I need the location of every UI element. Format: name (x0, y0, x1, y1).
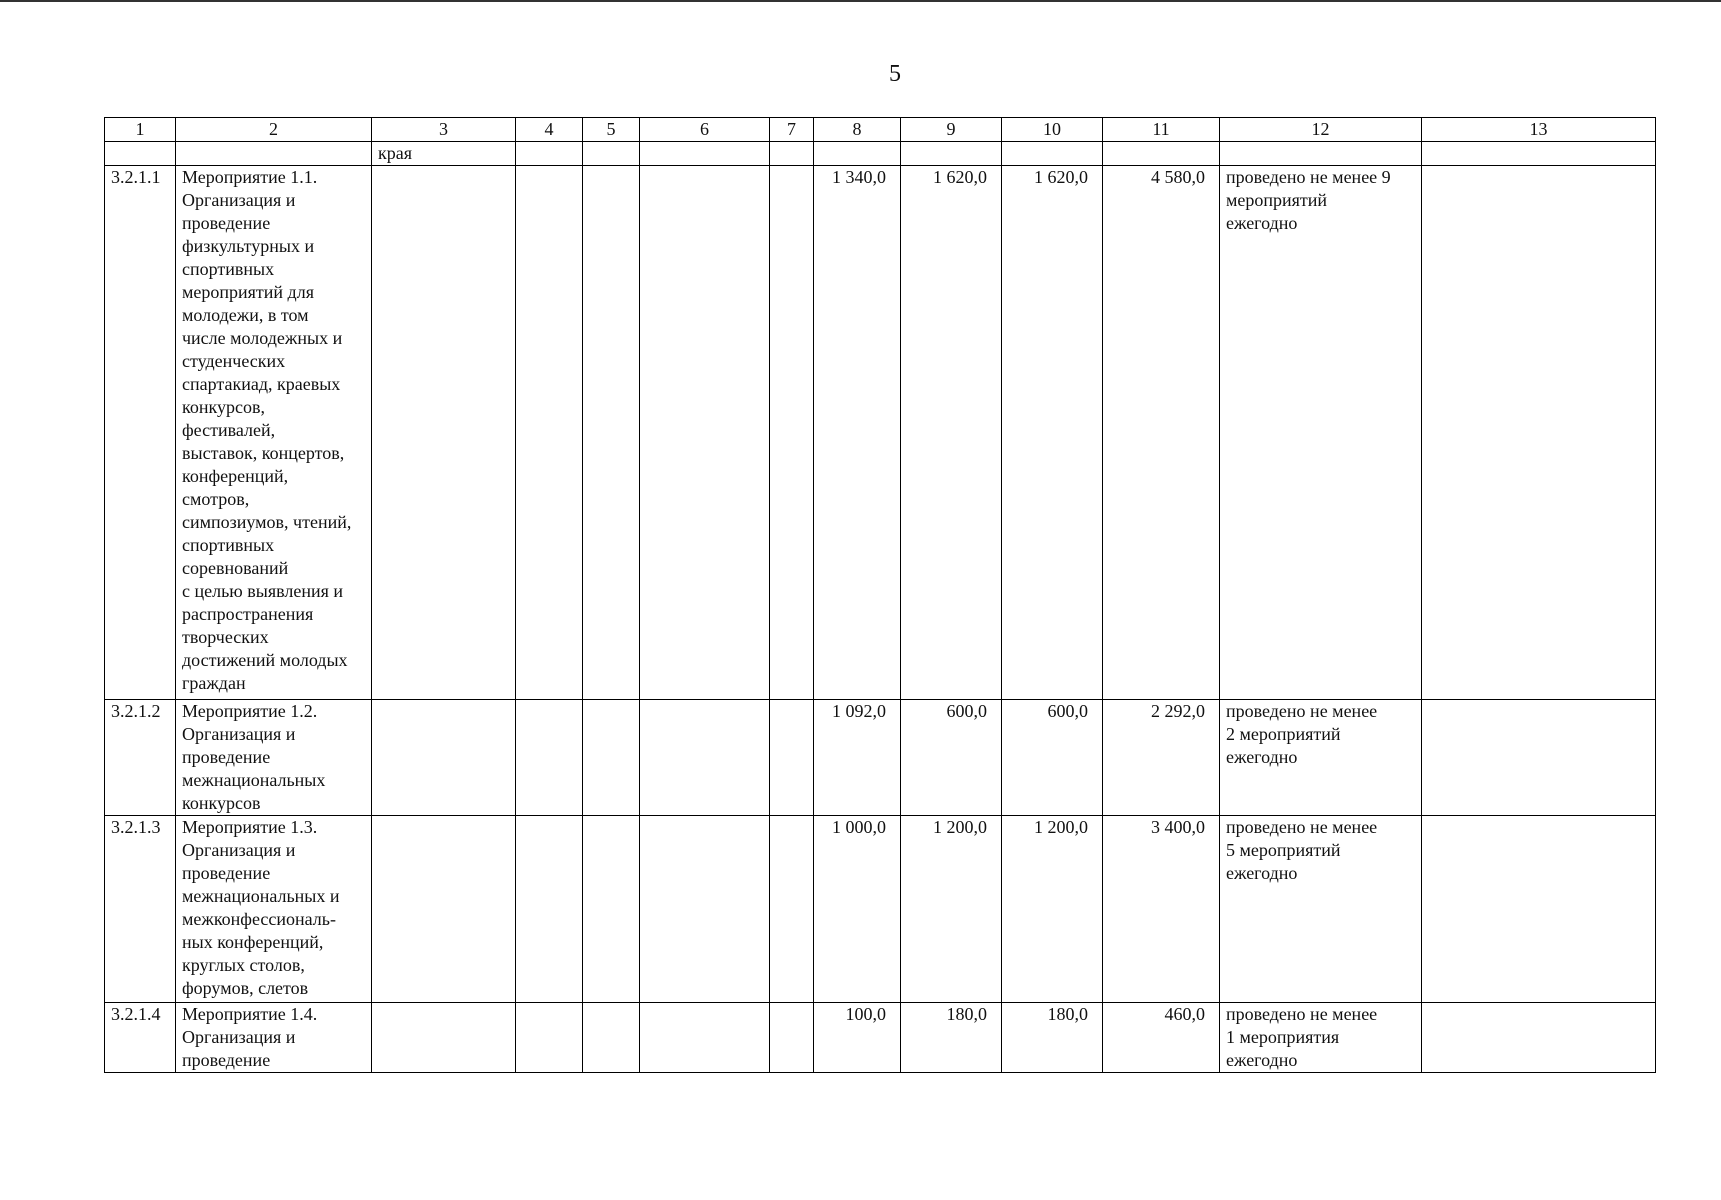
table-cell (770, 816, 814, 1003)
value-col11: 2 292,0 (1103, 700, 1220, 816)
row-result: проведено не менее 2 мероприятий ежегодно (1220, 700, 1422, 816)
column-header: 2 (176, 118, 372, 142)
table-cell (640, 700, 770, 816)
column-header: 13 (1422, 118, 1656, 142)
value-col11: 460,0 (1103, 1003, 1220, 1073)
table-cell (583, 142, 640, 166)
column-header: 8 (814, 118, 901, 142)
table-cell (640, 816, 770, 1003)
table-cell (770, 700, 814, 816)
table-cell (1103, 142, 1220, 166)
column-header: 3 (372, 118, 516, 142)
value-col10: 180,0 (1002, 1003, 1103, 1073)
value-col10: 1 620,0 (1002, 166, 1103, 700)
table-cell (583, 816, 640, 1003)
row-result: проведено не менее 1 мероприятия ежегодно (1220, 1003, 1422, 1073)
column-header: 11 (1103, 118, 1220, 142)
column-header: 10 (1002, 118, 1103, 142)
row-description: Мероприятие 1.1. Организация и проведение физкультурных и спортивных мероприятий для молодежи, в том числе молодежных и студенческих спартакиад, краевых конкурсов, фестивалей, выставок, концертов, конференций, смотров, симпозиумов, чтений, спортивных соревнований с целью выявления и распространения творческих достижений молодых граждан (176, 166, 372, 700)
row-description: Мероприятие 1.2. Организация и проведение межнациональных конкурсов (176, 700, 372, 816)
row-code: 3.2.1.4 (105, 1003, 176, 1073)
column-header: 5 (583, 118, 640, 142)
table-cell (1422, 142, 1656, 166)
table-cell (516, 166, 583, 700)
table-cell (1002, 142, 1103, 166)
column-header: 4 (516, 118, 583, 142)
value-col10: 600,0 (1002, 700, 1103, 816)
continuation-text: края (372, 142, 516, 166)
table-cell (583, 700, 640, 816)
table-cell (770, 1003, 814, 1073)
value-col9: 1 620,0 (901, 166, 1002, 700)
row-description: Мероприятие 1.3. Организация и проведение межнациональных и межконфессиональ- ных конференций, круглых столов, форумов, слетов (176, 816, 372, 1003)
program-table (104, 117, 1656, 1073)
table-cell (1422, 816, 1656, 1003)
table-row (105, 816, 1656, 1003)
column-header: 12 (1220, 118, 1422, 142)
scan-edge (0, 0, 1721, 2)
table-cell (372, 816, 516, 1003)
row-result: проведено не менее 5 мероприятий ежегодно (1220, 816, 1422, 1003)
table-cell (372, 1003, 516, 1073)
table-cell (640, 166, 770, 700)
table-cell (583, 166, 640, 700)
table-row (105, 700, 1656, 816)
row-code: 3.2.1.2 (105, 700, 176, 816)
value-col10: 1 200,0 (1002, 816, 1103, 1003)
table-cell (640, 1003, 770, 1073)
value-col11: 3 400,0 (1103, 816, 1220, 1003)
table-cell (640, 142, 770, 166)
page-number: 5 (889, 61, 901, 87)
table-cell (516, 816, 583, 1003)
table-cell (372, 166, 516, 700)
table-cell (770, 166, 814, 700)
table-cell (176, 142, 372, 166)
value-col8: 1 340,0 (814, 166, 901, 700)
row-description: Мероприятие 1.4. Организация и проведение (176, 1003, 372, 1073)
column-header: 1 (105, 118, 176, 142)
value-col8: 1 000,0 (814, 816, 901, 1003)
row-code: 3.2.1.1 (105, 166, 176, 700)
value-col8: 1 092,0 (814, 700, 901, 816)
table-cell (583, 1003, 640, 1073)
table-cell (814, 142, 901, 166)
table-cell (372, 700, 516, 816)
table-cell (516, 1003, 583, 1073)
column-header: 7 (770, 118, 814, 142)
value-col8: 100,0 (814, 1003, 901, 1073)
table-cell (1220, 142, 1422, 166)
table-cell (1422, 1003, 1656, 1073)
table-row (105, 1003, 1656, 1073)
column-header: 6 (640, 118, 770, 142)
table-row (105, 166, 1656, 700)
column-header: 9 (901, 118, 1002, 142)
value-col9: 600,0 (901, 700, 1002, 816)
table-cell (105, 142, 176, 166)
table-cell (516, 142, 583, 166)
continuation-row (105, 142, 1656, 166)
row-code: 3.2.1.3 (105, 816, 176, 1003)
table-cell (1422, 700, 1656, 816)
column-number-row (105, 118, 1656, 142)
table-cell (516, 700, 583, 816)
table-cell (901, 142, 1002, 166)
value-col9: 1 200,0 (901, 816, 1002, 1003)
table-cell (770, 142, 814, 166)
row-result: проведено не менее 9 мероприятий ежегодно (1220, 166, 1422, 700)
value-col11: 4 580,0 (1103, 166, 1220, 700)
value-col9: 180,0 (901, 1003, 1002, 1073)
table-cell (1422, 166, 1656, 700)
